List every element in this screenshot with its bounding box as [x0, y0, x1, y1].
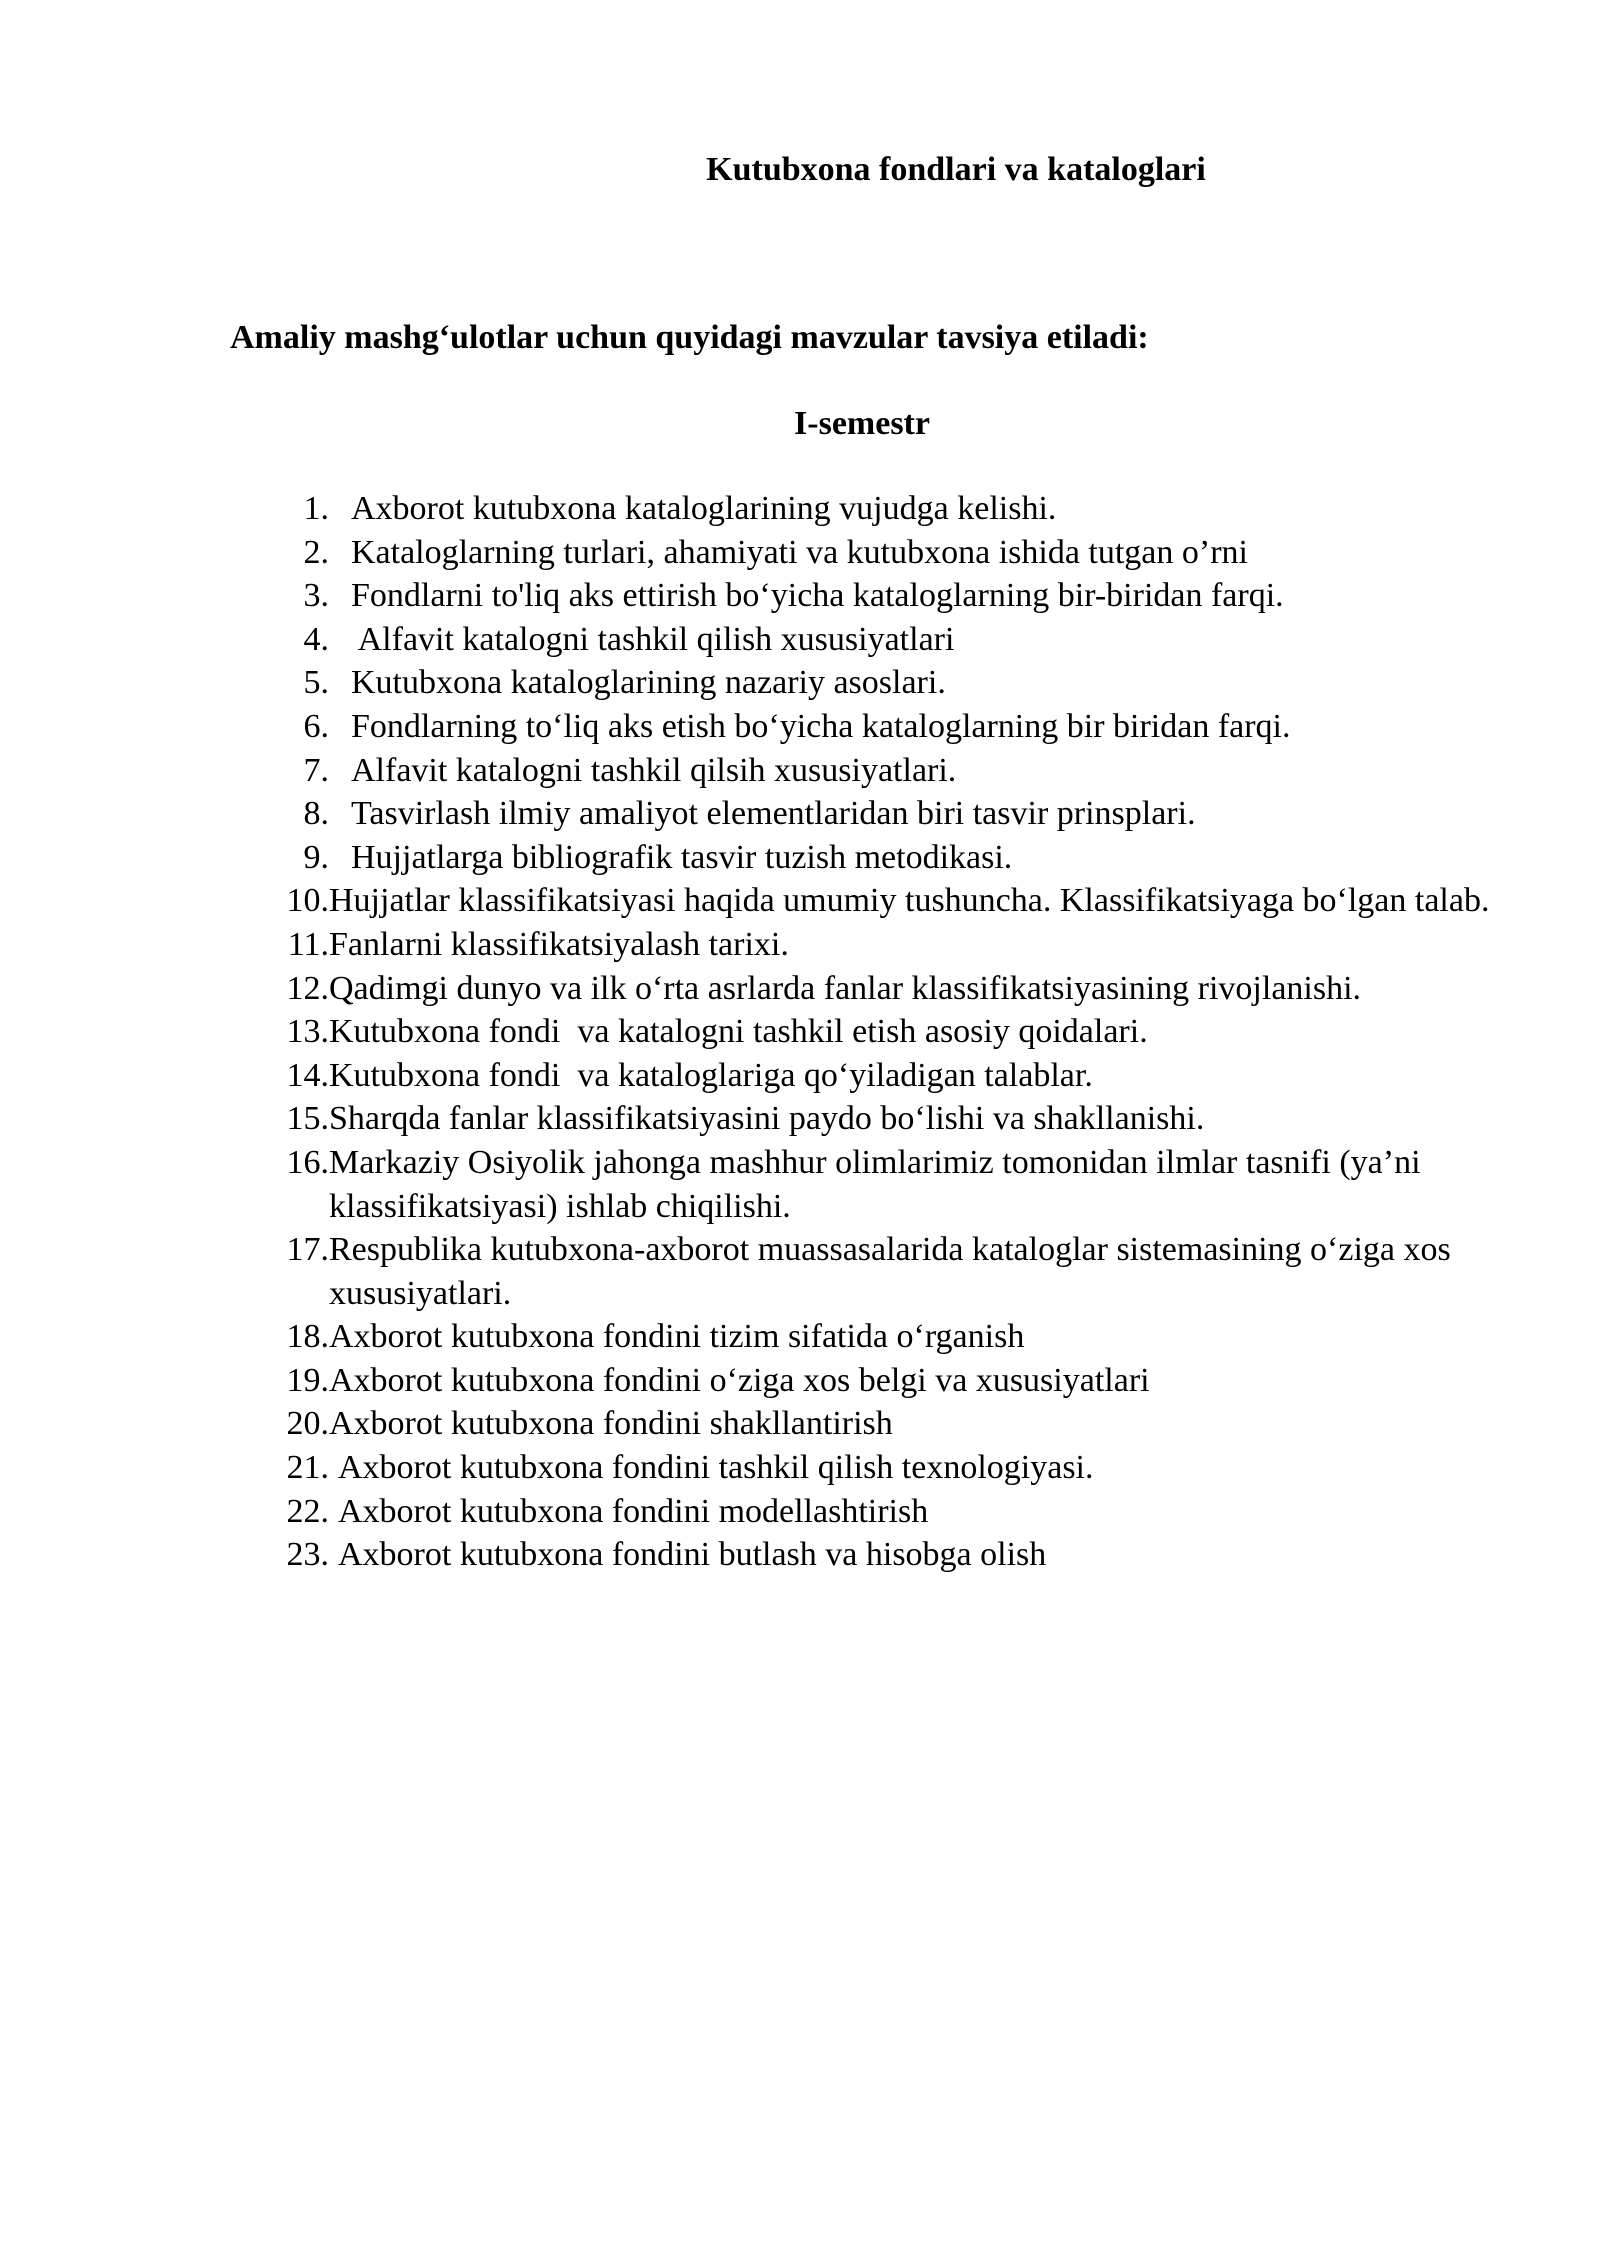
- list-item: [272, 1141, 1532, 1228]
- list-item-number: 6.: [303, 707, 329, 745]
- list-item-number: 4.: [303, 620, 329, 658]
- list-item-text: Kutubxona fondi va kataloglariga qo‘yiladigan talablar.: [329, 1056, 1093, 1094]
- list-item-text: Kutubxona kataloglarining nazariy asoslari.: [351, 664, 946, 702]
- list-item-text: Fondlarni to'liq aks ettirish bo‘yicha kataloglarning bir-biridan farqi.: [351, 577, 1284, 615]
- list-item: [272, 1533, 1532, 1577]
- list-item: [272, 879, 1532, 923]
- list-item: [272, 1446, 1532, 1490]
- list-item-number: 1.: [303, 490, 329, 527]
- list-item: [272, 1228, 1532, 1315]
- list-item-text: Axborot kutubxona fondini tizim sifatida o‘rganish: [329, 1318, 1025, 1356]
- list-item: [272, 574, 1532, 618]
- list-item: [272, 1402, 1532, 1446]
- list-item-text: Axborot kutubxona fondini shakllantirish: [329, 1405, 893, 1443]
- list-item-number: 10.: [286, 882, 329, 920]
- list-item-number: 5.: [303, 664, 329, 702]
- list-item: [272, 1054, 1532, 1098]
- list-item: [272, 1359, 1532, 1403]
- list-item-number: 18.: [286, 1318, 329, 1356]
- list-item-text: Axborot kutubxona fondini tashkil qilish texnologiyasi.: [338, 1449, 1094, 1487]
- list-item-number: 13.: [286, 1013, 329, 1051]
- list-item-number: 23.: [286, 1536, 329, 1574]
- list-item-text: Qadimgi dunyo va ilk o‘rta asrlarda fanlar klassifikatsiyasining rivojlanishi.: [329, 969, 1362, 1007]
- list-item: [272, 705, 1532, 749]
- list-item: [272, 792, 1532, 836]
- list-item-text: Axborot kutubxona fondini butlash va hisobga olish: [338, 1536, 1047, 1574]
- list-item-text: Kataloglarning turlari, ahamiyati va kutubxona ishida tutgan o’rni: [351, 533, 1248, 571]
- list-item-text: Axborot kutubxona fondini modellashtirish: [338, 1492, 929, 1530]
- list-item-number: 21.: [286, 1449, 329, 1487]
- list-item: [272, 531, 1532, 575]
- topic-list: [272, 487, 1532, 1577]
- list-item: [272, 967, 1532, 1011]
- list-item: [272, 836, 1532, 880]
- list-item: [272, 661, 1532, 705]
- list-item-text: Tasvirlash ilmiy amaliyot elementlaridan biri tasvir prinsplari.: [351, 795, 1196, 833]
- list-item-text: Alfavit katalogni tashkil qilish xususiyatlari: [351, 620, 955, 658]
- list-item-number: 19.: [286, 1361, 329, 1399]
- list-item-number: 12.: [286, 969, 329, 1007]
- list-item-number: 17.: [286, 1231, 329, 1269]
- intro-heading: Amaliy mashg‘ulotlar uchun quyidagi mavzular tavsiya etiladi:: [230, 319, 1149, 356]
- list-item-number: 16.: [286, 1143, 329, 1181]
- list-item-number: 11.: [287, 925, 329, 963]
- document-title: Kutubxona fondlari va kataloglari: [706, 151, 1206, 188]
- list-item: [272, 923, 1532, 967]
- list-item-text: Fanlarni klassifikatsiyalash tarixi.: [329, 925, 789, 963]
- list-item: [272, 1010, 1532, 1054]
- list-item: [272, 1097, 1532, 1141]
- list-item: [272, 749, 1532, 793]
- list-item-text: Hujjatlarga bibliografik tasvir tuzish metodikasi.: [351, 838, 1013, 876]
- list-item-number: 7.: [303, 751, 329, 789]
- list-item-number: 3.: [303, 577, 329, 615]
- list-item-number: 22.: [286, 1492, 329, 1530]
- semester-heading: I-semestr: [794, 405, 930, 442]
- list-item-number: 2.: [303, 533, 329, 571]
- list-item-number: 9.: [303, 838, 329, 876]
- list-item: [272, 1490, 1532, 1534]
- list-item-text: Hujjatlar klassifikatsiyasi haqida umumiy tushuncha. Klassifikatsiyaga bo‘lgan talab.: [329, 882, 1490, 920]
- list-item-text: Sharqda fanlar klassifikatsiyasini paydo bo‘lishi va shakllanishi.: [329, 1100, 1205, 1138]
- list-item: [272, 1315, 1532, 1359]
- list-item-number: 15.: [286, 1100, 329, 1138]
- list-item-number: 14.: [286, 1056, 329, 1094]
- list-item-text: Kutubxona fondi va katalogni tashkil etish asosiy qoidalari.: [329, 1013, 1148, 1051]
- list-item-number: 20.: [286, 1405, 329, 1443]
- list-item-text: Axborot kutubxona fondini o‘ziga xos belgi va xususiyatlari: [329, 1361, 1150, 1399]
- list-item: [272, 487, 1532, 531]
- list-item-text: Axborot kutubxona kataloglarining vujudga kelishi.: [351, 490, 1057, 527]
- list-item-text: Alfavit katalogni tashkil qilsih xususiyatlari.: [351, 751, 957, 789]
- list-item-number: 8.: [303, 795, 329, 833]
- list-item-text: Respublika kutubxona-axborot muassasalarida kataloglar sistemasining o‘ziga xos xususiyatlari.: [329, 1231, 1451, 1312]
- list-item-text: Markaziy Osiyolik jahonga mashhur olimlarimiz tomonidan ilmlar tasnifi (ya’ni klassifikatsiyasi) ishlab chiqilishi.: [329, 1143, 1421, 1225]
- list-item: [272, 618, 1532, 662]
- list-item-text: Fondlarning to‘liq aks etish bo‘yicha kataloglarning bir biridan farqi.: [351, 707, 1291, 745]
